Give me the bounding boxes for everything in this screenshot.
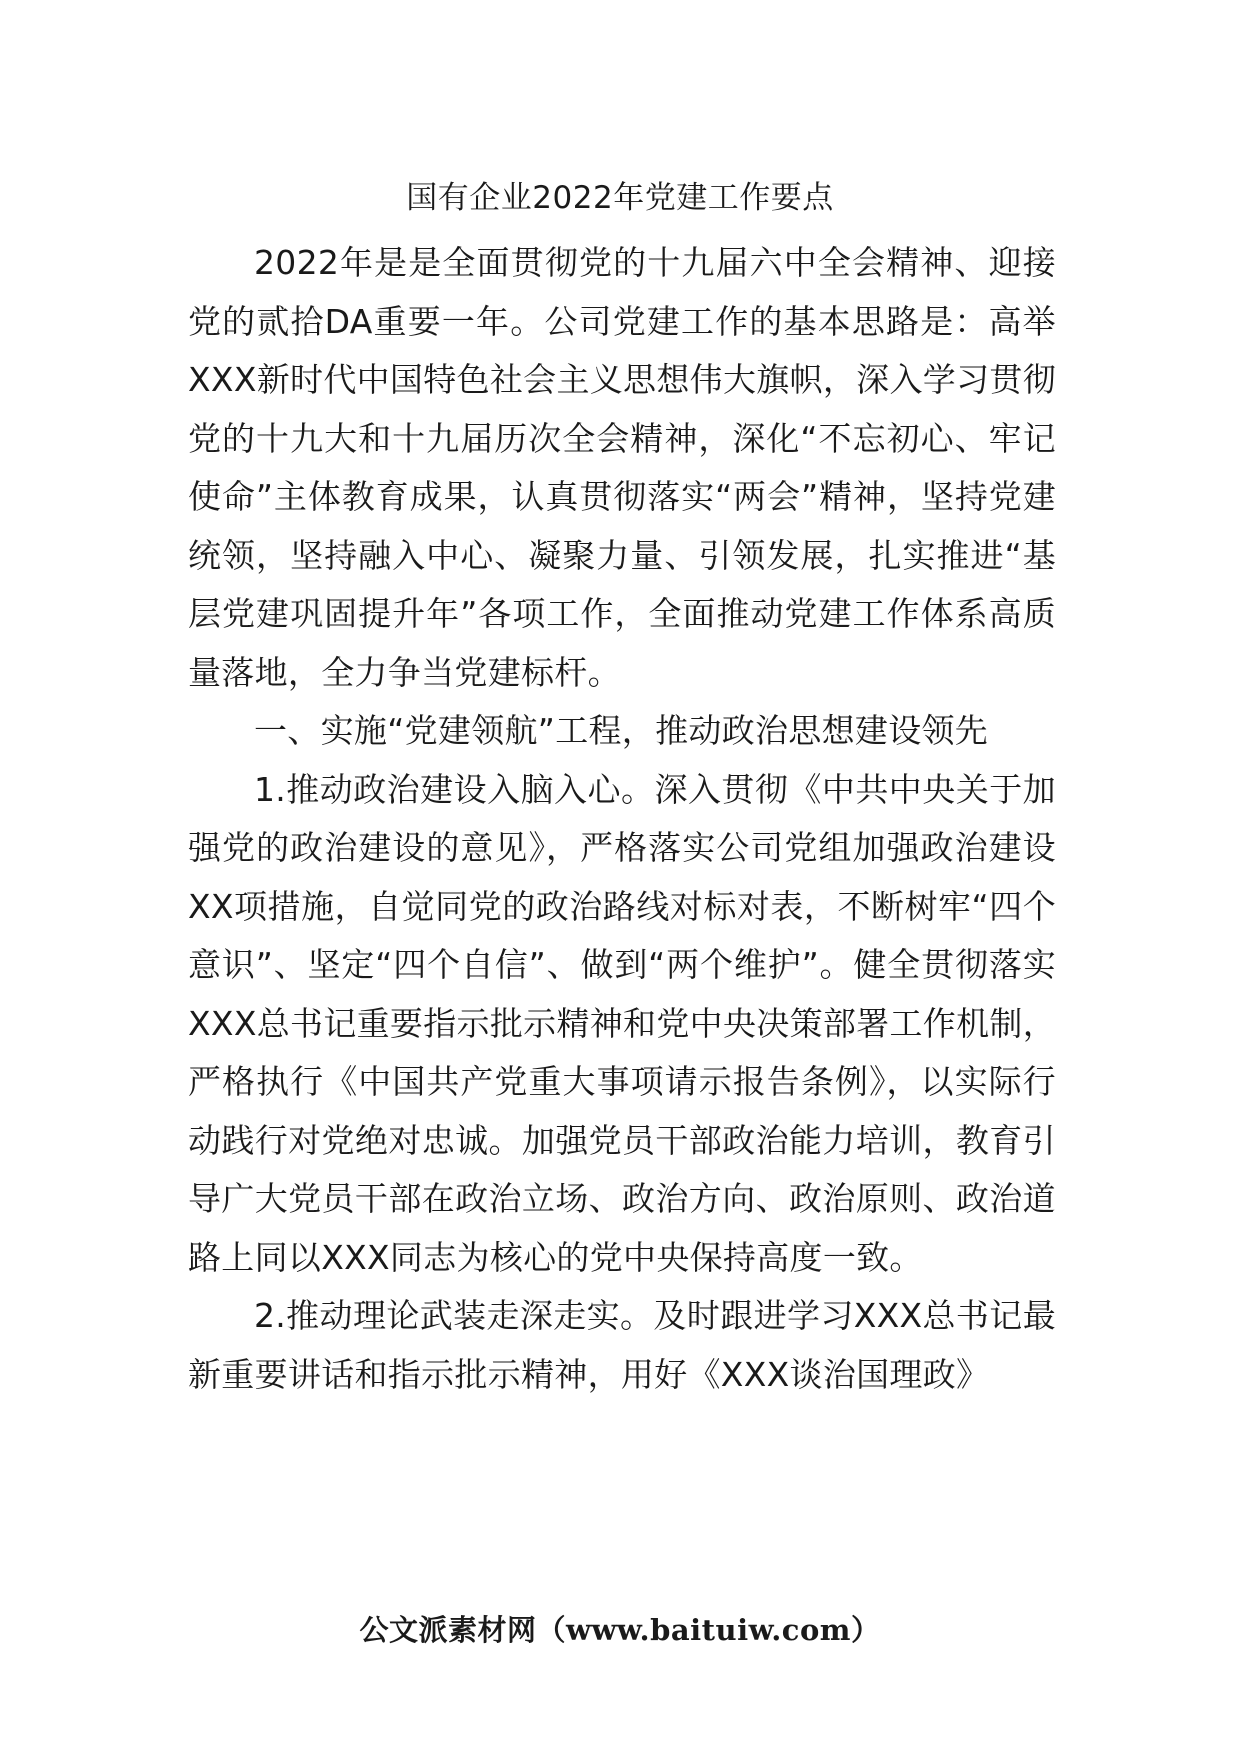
- paragraph-item-2: 2.推动理论武装走深走实。及时跟进学习XXX总书记最新重要讲话和指示批示精神，用好《XXX谈治国理政》: [188, 1296, 1056, 1394]
- footer-watermark: 公文派素材网（www.baituiw.com）: [359, 1613, 881, 1647]
- document-title: 国有企业2022年党建工作要点: [406, 180, 834, 216]
- paragraph-intro: 2022年是是全面贯彻党的十九届六中全会精神、迎接党的贰拾DA重要一年。公司党建工作的基本思路是：高举XXX新时代中国特色社会主义思想伟大旗帜，深入学习贯彻党的十九大和十九届历次全会精神，深化“不忘初心、牢记使命”主体教育成果，认真贯彻落实“两会”精神，坚持党建统领，坚持融入中心、凝聚力量、引领发展，扎实推进“基层党建巩固提升年”各项工作，全面推动党建工作体系高质量落地，全力争当党建标杆。: [188, 243, 1056, 692]
- section-heading-1: 一、实施“党建领航”工程，推动政治思想建设领先: [254, 711, 989, 750]
- paragraph-item-1: 1.推动政治建设入脑入心。深入贯彻《中共中央关于加强党的政治建设的意见》，严格落实公司党组加强政治建设XX项措施，自觉同党的政治路线对标对表，不断树牢“四个意识”、坚定“四个自信”、做到“两个维护”。健全贯彻落实XXX总书记重要指示批示精神和党中央决策部署工作机制，严格执行《中国共产党重大事项请示报告条例》，以实际行动践行对党绝对忠诚。加强党员干部政治能力培训，教育引导广大党员干部在政治立场、政治方向、政治原则、政治道路上同以XXX同志为核心的党中央保持高度一致。: [188, 769, 1056, 1277]
- document-body: [188, 234, 1056, 1404]
